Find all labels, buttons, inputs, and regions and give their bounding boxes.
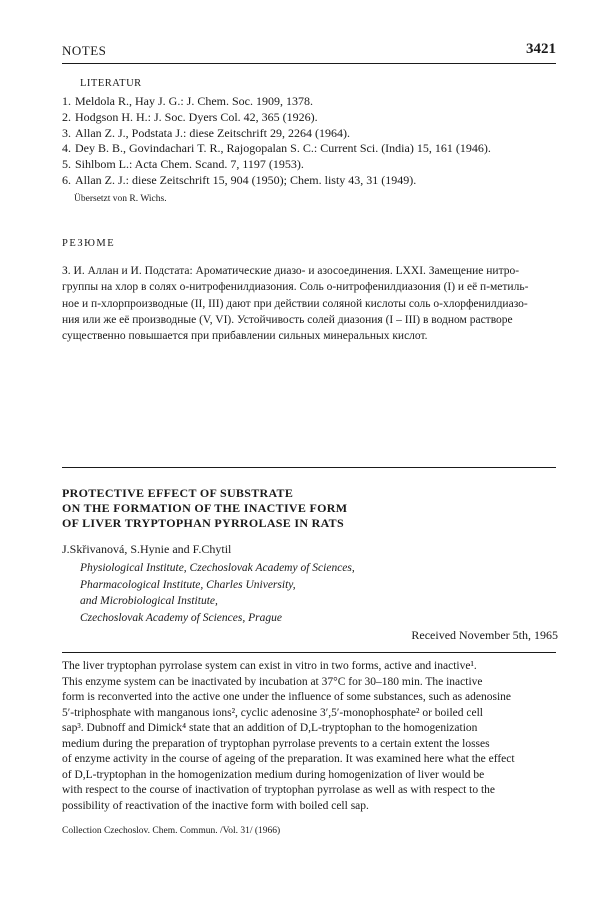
reference-text: Meldola R., Hay J. G.: J. Chem. Soc. 1909, 1378. — [75, 94, 313, 108]
affiliation-line: Czechoslovak Academy of Sciences, Prague — [80, 611, 282, 624]
reference-item — [62, 141, 562, 157]
resume-title: РЕЗЮМЕ — [62, 238, 116, 249]
reference-item — [62, 173, 562, 189]
title-line: ON THE FORMATION OF THE INACTIVE FORM — [62, 501, 348, 515]
body-line: sap³. Dubnoff and Dimick⁴ state that an addition of D,L-tryptophan to the homogenization — [62, 722, 478, 734]
body-line: form is reconverted into the active one under the influence of some substances, such as adenosine — [62, 691, 511, 703]
article-divider — [62, 652, 556, 653]
body-line: medium during the preparation of tryptophan pyrrolase prevents to a certain extent the losses — [62, 737, 490, 750]
body-line: of D,L-tryptophan in the homogenization medium during homogenization of liver would be — [62, 768, 485, 781]
body-line: of enzyme activity in the course of ageing of the preparation. It was examined here what the effect — [62, 753, 515, 765]
reference-text: Allan Z. J.: diese Zeitschrift 15, 904 (1950); Chem. listy 43, 31 (1949). — [75, 172, 417, 187]
reference-number: 4. — [62, 141, 71, 156]
reference-text: Allan Z. J., Podstata J.: diese Zeitschrift 29, 2264 (1964). — [75, 125, 350, 140]
reference-text: Hodgson H. H.: J. Soc. Dyers Col. 42, 365 (1926). — [75, 109, 318, 124]
title-line: PROTECTIVE EFFECT OF SUBSTRATE — [62, 486, 294, 500]
section-name: NOTES — [62, 43, 107, 58]
resume-line: ное и п-хлорпроизводные (II, III) дают при действии соляной кислоты соль о-хлорфенилдиазо- — [62, 297, 528, 310]
references-list — [62, 94, 562, 189]
body-line: 5′-triphosphate with manganous ions², cyclic adenosine 3′,5′-monophosphate² or boiled cell — [62, 706, 484, 719]
affiliation-line: Physiological Institute, Czechoslovak Academy of Sciences, — [80, 562, 355, 574]
resume-line: группы на хлор в солях о-нитрофенилдиазония. Соль о-нитрофенилдиазония (I) и её п-метиль- — [62, 281, 529, 294]
reference-number: 1. — [62, 94, 71, 108]
reference-number: 2. — [62, 109, 71, 124]
section-divider — [62, 467, 556, 468]
reference-number: 3. — [62, 125, 71, 140]
reference-item — [62, 94, 562, 110]
body-line: with respect to the course of inactivation of tryptophan pyrrolase as well as with respect to the — [62, 784, 496, 796]
body-line: The liver tryptophan pyrrolase system can exist in vitro in two forms, active and inactive¹. — [62, 660, 477, 672]
reference-text: Dey B. B., Govindachari T. R., Rajogopalan S. C.: Current Sci. (India) 15, 161 (1946). — [75, 141, 491, 156]
running-header — [62, 43, 556, 64]
body-line: This enzyme system can be inactivated by incubation at 37°C for 30–180 min. The inactive — [62, 675, 483, 688]
affiliation-line: and Microbiological Institute, — [80, 595, 218, 607]
article-title — [62, 486, 347, 531]
references-title: LITERATUR — [80, 78, 142, 89]
page-number: 3421 — [526, 41, 556, 57]
resume-line: существенно повышается при прибавлении сильных минеральных кислот. — [62, 330, 428, 343]
resume-text — [62, 263, 562, 344]
article-body — [62, 659, 562, 814]
reference-number: 5. — [62, 157, 71, 172]
reference-item — [62, 110, 562, 126]
translator-note: Übersetzt von R. Wichs. — [74, 194, 167, 204]
body-line: possibility of reactivation of the inactive form with boiled cell sap. — [62, 799, 369, 812]
reference-text: Sihlbom L.: Acta Chem. Scand. 7, 1197 (1953). — [75, 157, 304, 172]
article-affiliations — [80, 560, 355, 626]
article-authors: J.Skřivanová, S.Hynie and F.Chytil — [62, 542, 232, 556]
reference-item — [62, 126, 562, 142]
resume-line: ния или же её производные (V, VI). Устойчивость солей диазония (I – III) в водном растворе — [62, 313, 513, 326]
received-date: Received November 5th, 1965 — [411, 628, 558, 642]
journal-footer: Collection Czechoslov. Chem. Commun. /Vol. 31/ (1966) — [62, 826, 281, 836]
affiliation-line: Pharmacological Institute, Charles University, — [80, 578, 296, 591]
reference-item — [62, 157, 562, 173]
reference-number: 6. — [62, 172, 71, 187]
title-line: OF LIVER TRYPTOPHAN PYRROLASE IN RATS — [62, 516, 344, 530]
resume-line: З. И. Аллан и И. Подстата: Ароматические диазо- и азосоединения. LXXI. Замещение нитро- — [62, 265, 520, 277]
